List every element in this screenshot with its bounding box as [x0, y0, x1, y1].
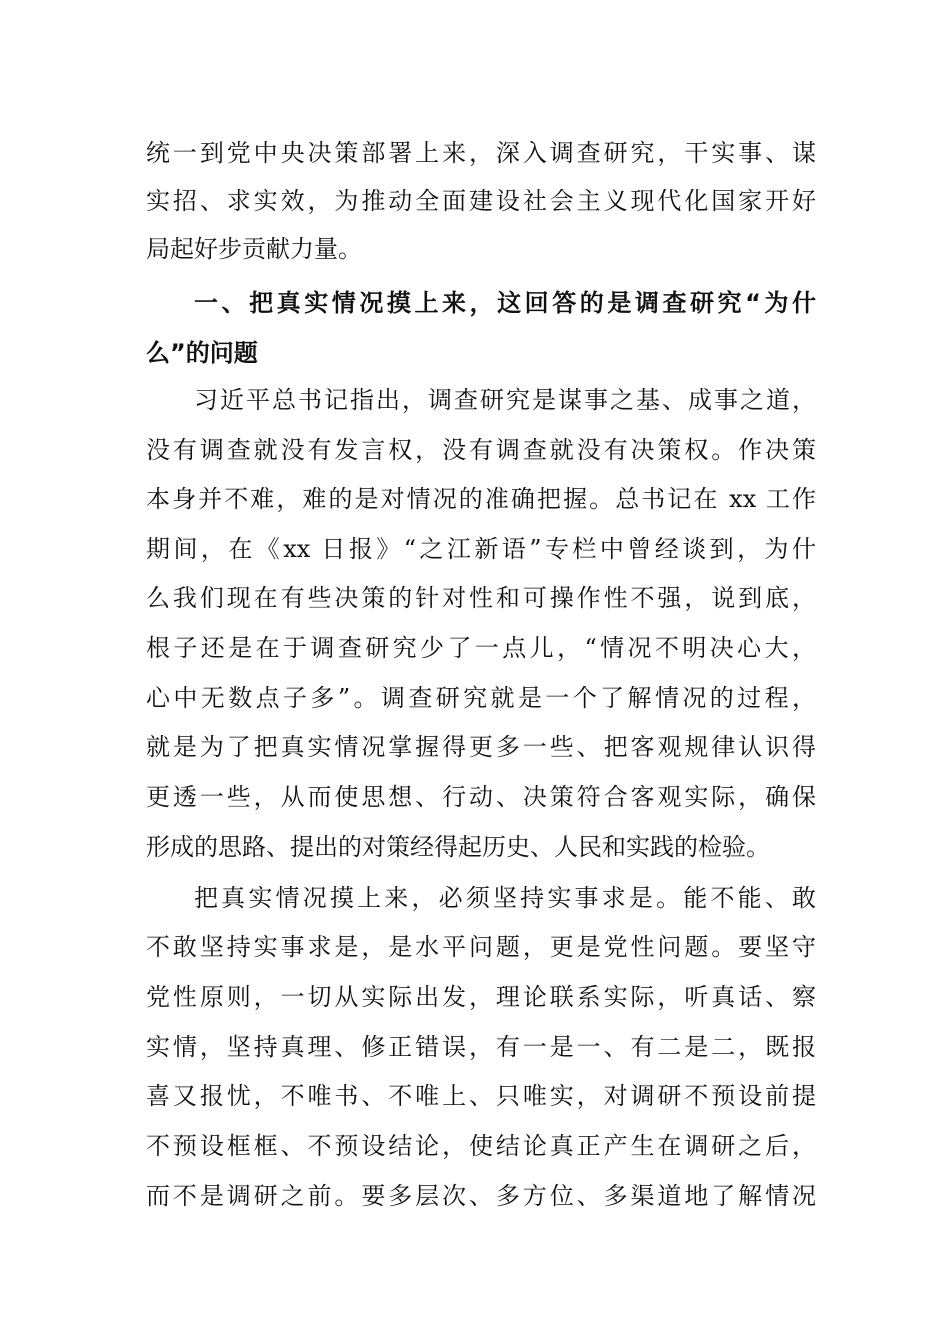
paragraph-2-line: 形成的思路、提出的对策经得起历史、人民和实践的检验。 — [146, 833, 770, 861]
paragraph-1-line: 实招、求实效，为推动全面建设社会主义现代化国家开好 — [146, 187, 816, 215]
paragraph-1-line: 统一到党中央决策部署上来，深入调查研究，干实事、谋 — [146, 139, 816, 167]
paragraph-2-line: 期间，在《xx 日报》“之江新语”专栏中曾经谈到，为什 — [146, 535, 816, 563]
paragraph-1-line: 局起好步贡献力量。 — [146, 235, 362, 263]
paragraph-3-line: 而不是调研之前。要多层次、多方位、多渠道地了解情况 — [146, 1182, 816, 1210]
paragraph-3-line: 不敢坚持实事求是，是水平问题，更是党性问题。要坚守 — [146, 933, 816, 961]
paragraph-3-line: 喜又报忧，不唯书、不唯上、只唯实，对调研不预设前提 — [146, 1082, 816, 1110]
section-heading: 一、把真实情况摸上来，这回答的是调查研究“为什 — [194, 289, 816, 317]
paragraph-3-line: 实情，坚持真理、修正错误，有一是一、有二是二，既报 — [146, 1033, 816, 1061]
paragraph-2-line: 没有调查就没有发言权，没有调查就没有决策权。作决策 — [146, 436, 816, 464]
paragraph-2-line: 就是为了把真实情况掌握得更多一些、把客观规律认识得 — [146, 733, 816, 761]
paragraph-3-line: 把真实情况摸上来，必须坚持实事求是。能不能、敢 — [194, 884, 816, 912]
paragraph-2-line: 根子还是在于调查研究少了一点儿，“情况不明决心大， — [146, 634, 816, 662]
paragraph-2-line: 更透一些，从而使思想、行动、决策符合客观实际，确保 — [146, 783, 816, 811]
paragraph-2-line: 习近平总书记指出，调查研究是谋事之基、成事之道， — [194, 386, 816, 414]
paragraph-2-line: 么我们现在有些决策的针对性和可操作性不强，说到底， — [146, 584, 816, 612]
paragraph-2-line: 本身并不难，难的是对情况的准确把握。总书记在 xx 工作 — [146, 485, 816, 513]
paragraph-2-line: 心中无数点子多”。调查研究就是一个了解情况的过程， — [146, 684, 816, 712]
section-heading: 么”的问题 — [146, 339, 258, 367]
paragraph-3-line: 党性原则，一切从实际出发，理论联系实际，听真话、察 — [146, 983, 816, 1011]
paragraph-3-line: 不预设框框、不预设结论，使结论真正产生在调研之后， — [146, 1132, 816, 1160]
